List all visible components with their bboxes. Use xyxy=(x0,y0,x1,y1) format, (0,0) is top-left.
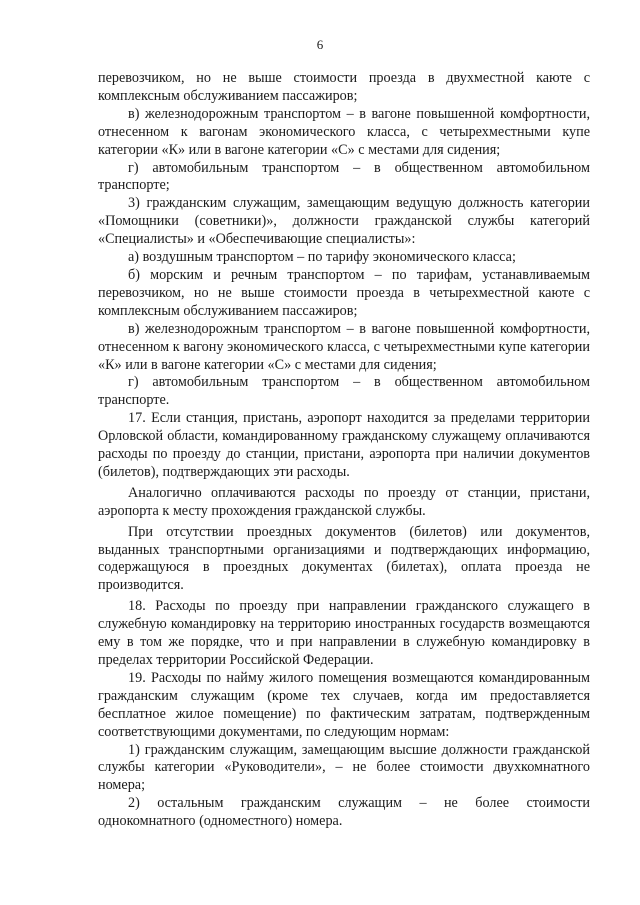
paragraph: б) морским и речным транспортом – по тарифам, устанавливаемым перевозчиком, но не выше стоимости проезда в четырехместной каюте с комплексным обслуживанием пассажиров; xyxy=(98,266,590,319)
paragraph: г) автомобильным транспортом – в общественном автомобильном транспорте. xyxy=(98,374,590,409)
paragraph: При отсутствии проездных документов (билетов) или документов, выданных транспортными организациями и подтверждающих информацию, содержащуюся в проездных документах (билетах), оплата проезда не производится. xyxy=(98,523,590,594)
page-number: 6 xyxy=(316,37,324,52)
paragraph: 2) остальным гражданским служащим – не более стоимости однокомнатного (одноместного) номера. xyxy=(98,795,590,830)
paragraph: а) воздушным транспортом – по тарифу экономического класса; xyxy=(128,249,516,266)
paragraph: г) автомобильным транспортом – в общественном автомобильном транспорте; xyxy=(98,159,590,194)
paragraph: 19. Расходы по найму жилого помещения возмещаются командированным гражданским служащим (кроме тех случаев, когда им предоставляется бесплатное жилое помещение) по фактическим затратам, подтвержденным соответствующими документами, по следующим нормам: xyxy=(98,669,590,740)
document-body xyxy=(98,70,590,831)
paragraph: 3) гражданским служащим, замещающим ведущую должность категории «Помощники (советники)», должности гражданской службы категорий «Специалисты» и «Обеспечивающие специалисты»: xyxy=(98,195,590,248)
paragraph: перевозчиком, но не выше стоимости проезда в двухместной каюте с комплексным обслуживанием пассажиров; xyxy=(98,70,590,104)
paragraph: 17. Если станция, пристань, аэропорт находится за пределами территории Орловской области, командированному гражданскому служащему оплачиваются расходы по проезду до станции, пристани, аэропорта при наличии документов (билетов), подтверждающих эти расходы. xyxy=(98,410,590,480)
paragraph: 18. Расходы по проезду при направлении гражданского служащего в служебную командировку на территорию иностранных государств возмещаются ему в том же порядке, что и при направлении в служебную командировку в пределах территории Российской Федерации. xyxy=(98,598,590,668)
paragraph: в) железнодорожным транспортом – в вагоне повышенной комфортности, отнесенном к вагонам экономического класса, с четырехместными купе категории «К» или в вагоне категории «С» с местами для сидения; xyxy=(98,105,590,158)
paragraph: Аналогично оплачиваются расходы по проезду от станции, пристани, аэропорта к месту прохождения гражданской службы. xyxy=(98,484,590,519)
paragraph: 1) гражданским служащим, замещающим высшие должности гражданской службы категории «Руководители», – не более стоимости двухкомнатного номера; xyxy=(98,741,590,794)
paragraph: в) железнодорожным транспортом – в вагоне повышенной комфортности, отнесенном к вагону экономического класса, с четырехместными купе категории «К» или в вагоне категории «С» с местами для сидения; xyxy=(98,320,590,373)
